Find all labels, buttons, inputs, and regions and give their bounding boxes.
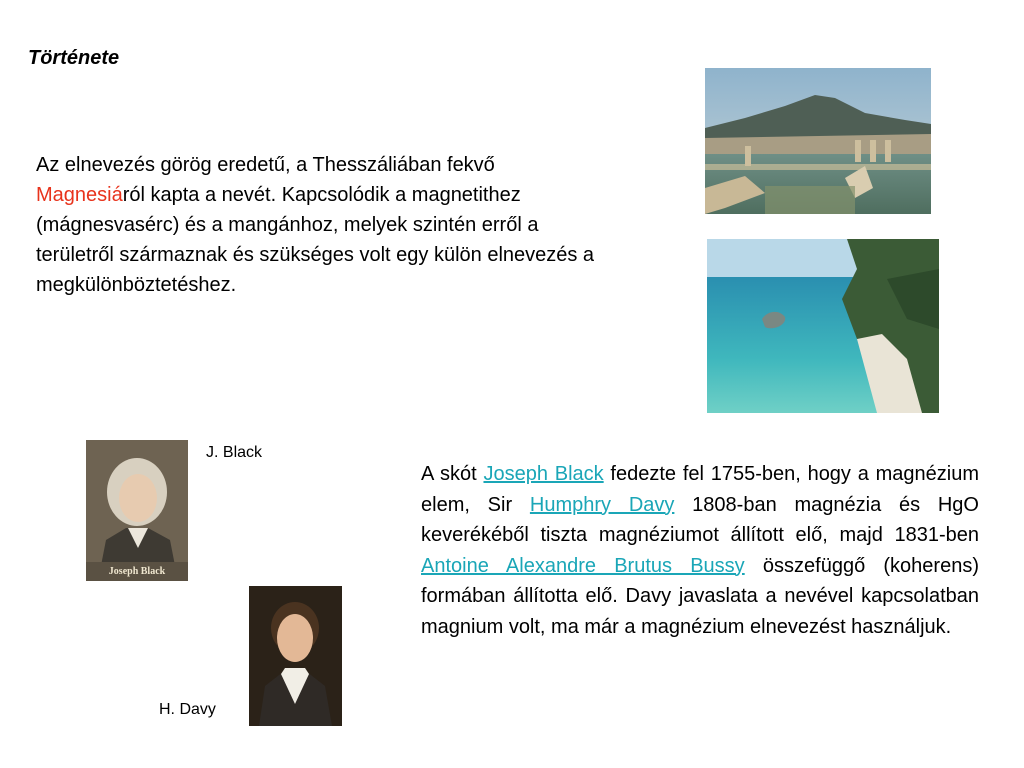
bussy-link[interactable]: Antoine Alexandre Brutus Bussy xyxy=(421,554,745,577)
davy-caption: H. Davy xyxy=(159,701,216,718)
beach-photo xyxy=(707,239,939,413)
humphry-davy-portrait xyxy=(249,586,342,726)
history-paragraph xyxy=(421,459,979,642)
history-text-1: A skót xyxy=(421,463,484,485)
portrait-name-label: Joseph Black xyxy=(108,566,166,577)
joseph-black-portrait xyxy=(86,440,188,581)
history-text-4: összefüggő (koherens) formában állította elő. Davy javaslata a nevével kapcsolatban magnium volt, ma már a magnézium elnevezést használjuk. xyxy=(421,554,979,638)
history-text-2: fedezte fel 1755-ben, hogy a magnézium elem, Sir xyxy=(421,463,979,516)
black-caption: J. Black xyxy=(206,444,263,461)
ruins-landscape-photo xyxy=(705,68,931,214)
magnesia-highlight: Magnesiá xyxy=(36,184,123,206)
intro-text-start: Az elnevezés görög eredetű, a Thesszáliában fekvő xyxy=(36,154,495,176)
intro-text-end: ról kapta a nevét. Kapcsolódik a magnetithez (mágnesvasérc) és a mangánhoz, melyek szintén erről a területről származnak és szükséges volt egy külön elnevezés a megkülönböztetéshez. xyxy=(36,184,595,296)
joseph-black-link[interactable]: Joseph Black xyxy=(483,463,604,485)
history-text-3: 1808-ban magnézia és HgO keverékéből tiszta magnéziumot állított elő, majd 1831-ben xyxy=(421,493,979,546)
intro-paragraph xyxy=(36,150,596,300)
page-title: Története xyxy=(28,47,120,69)
humphry-davy-link[interactable]: Humphry Davy xyxy=(529,493,675,516)
